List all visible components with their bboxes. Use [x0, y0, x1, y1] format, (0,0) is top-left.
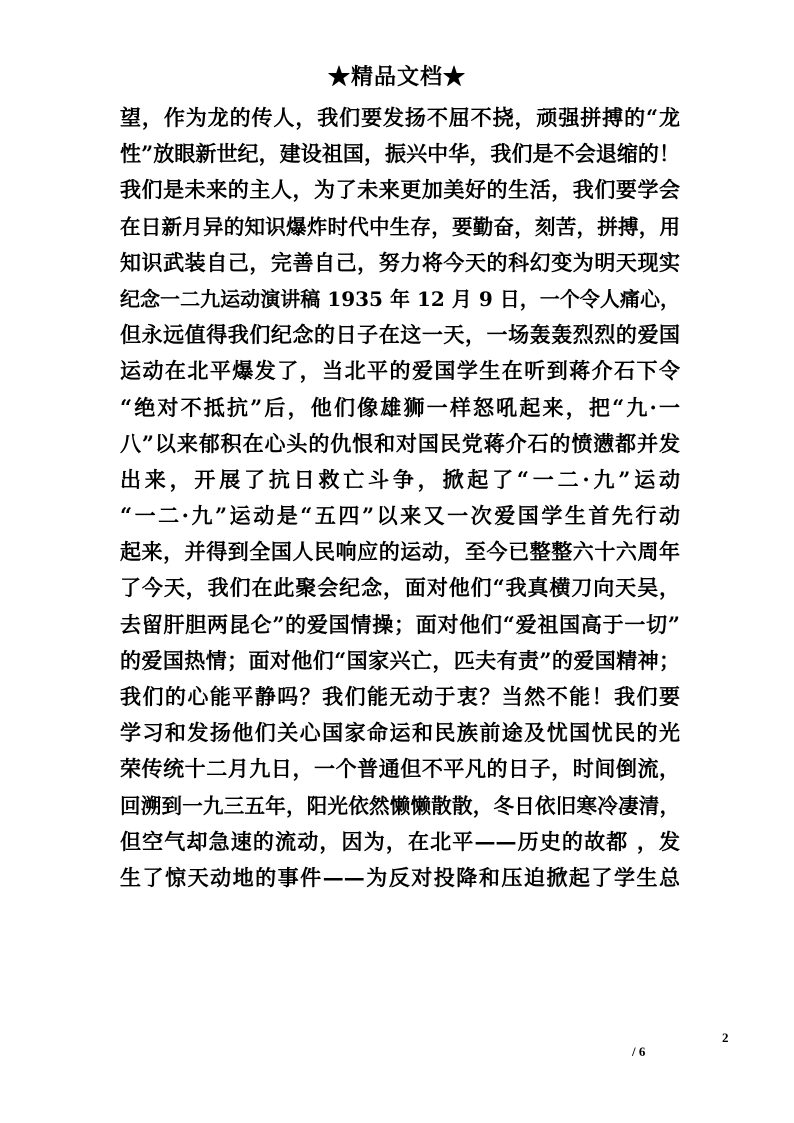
text-line: 去留肝胆两昆仑”的爱国情操；面对他们“爱祖国高于一切” [120, 611, 680, 637]
text-line: 回溯到一九三五年，阳光依然懒懒散散，冬日依旧寒冷凄清， [120, 793, 680, 818]
text-line: 我们的心能平静吗？我们能无动于衷？当然不能！我们要 [120, 684, 680, 709]
text-line: 运动在北平爆发了，当北平的爱国学生在听到蒋介石下令 [120, 358, 680, 384]
text-line: “绝对不抵抗”后，他们像雄狮一样怒吼起来，把“九·一 [120, 394, 680, 420]
text-line: 知识武装自己，完善自己，努力将今天的科幻变为明天现实 [120, 249, 680, 275]
text-line: 八”以来郁积在心头的仇恨和对国民党蒋介石的愤懑都并发 [120, 430, 680, 456]
text-line: 但永远值得我们纪念的日子在这一天，一场轰轰烈烈的爱国 [120, 322, 680, 348]
text-line: 但空气却急速的流动，因为，在北平——历史的故都 ，发 [120, 828, 680, 854]
text-line: 出来，开展了抗日救亡斗争，掀起了“一二·九”运动 [120, 466, 680, 492]
text-line: 我们是未来的主人，为了未来更加美好的生活，我们要学会 [120, 177, 680, 203]
text-line: 在日新月异的知识爆炸时代中生存，要勤奋，刻苦，拼搏，用 [120, 214, 680, 239]
page-total: / 6 [632, 1044, 646, 1059]
body-text [120, 100, 680, 896]
text-line: 荣传统十二月九日，一个普通但不平凡的日子，时间倒流， [120, 756, 680, 782]
text-line: 学习和发扬他们关心国家命运和民族前途及忧国忧民的光 [120, 720, 680, 746]
page-number: 2 [722, 1030, 729, 1045]
text-line: 纪念一二九运动演讲稿 1935 年 12 月 9 日，一个令人痛心， [120, 286, 680, 311]
text-line: 生了惊天动地的事件——为反对投降和压迫掀起了学生总 [120, 864, 680, 890]
text-line: 的爱国热情；面对他们“国家兴亡，匹夫有责”的爱国精神； [120, 647, 680, 673]
text-line: 性”放眼新世纪，建设祖国，振兴中华，我们是不会退缩的！ [120, 141, 680, 167]
text-line: 了今天，我们在此聚会纪念，面对他们“我真横刀向天吴， [120, 575, 680, 601]
text-line: 起来，并得到全国人民响应的运动，至今已整整六十六周年 [120, 539, 680, 565]
text-line: “一二·九”运动是“五四”以来又一次爱国学生首先行动 [120, 503, 680, 529]
text-line: 望，作为龙的传人，我们要发扬不屈不挠，顽强拼搏的“龙 [120, 105, 680, 130]
document-header-title: ★精品文档★ [327, 64, 466, 90]
